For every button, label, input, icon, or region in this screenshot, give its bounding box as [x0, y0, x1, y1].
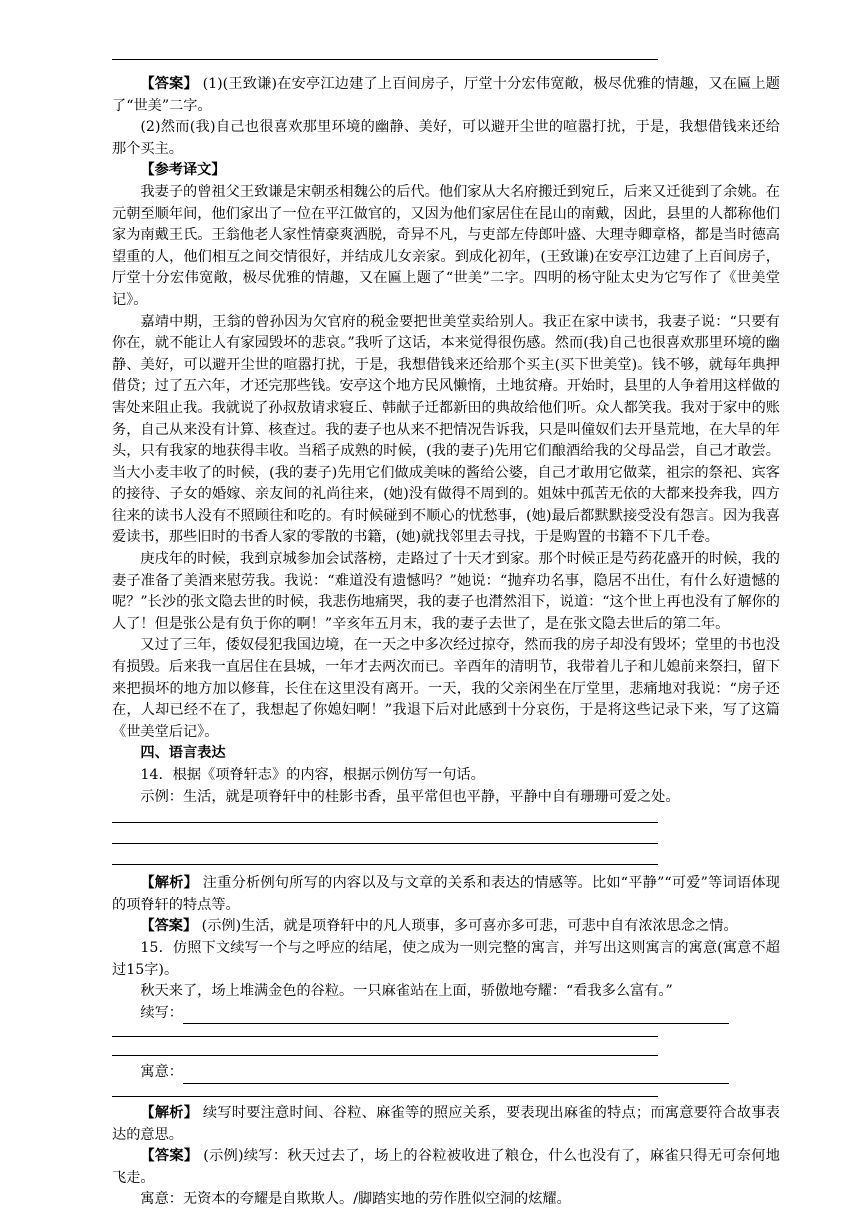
q15-answer — [112, 1146, 780, 1189]
q15-answer-line[interactable] — [112, 1096, 658, 1097]
translation-paragraph-1: 我妻子的曾祖父王致谦是宋朝丞相魏公的后代。他们家从大名府搬迁到宛丘，后来又迁徙到了余姚。在元朝至顺年间，他们家出了一位在平江做官的，又因为他们家居住在昆山的南戴，因此，县里的人都称他们家为南戴王氏。王翁他老人家性情豪爽洒脱，奇异不凡，与吏部左侍郎叶盛、大理寺卿章格，都是当时德高望重的人，他们相互之间交情很好，并结成儿女亲家。到成化初年，(王致谦)在安亭江边建了上百间房子，厅堂十分宏伟宽敞，极尽优雅的情趣，又在匾上题了“世美”二字。四明的杨守阯太史为它写作了《世美堂记》。 — [112, 183, 780, 308]
q15-analysis — [112, 1103, 780, 1146]
answer-text: (示例)生活，就是项脊轩中的凡人琐事，多可喜亦多可悲，可悲中自有浓浓思念之情。 — [201, 918, 738, 935]
moral-label: 寓意： — [140, 1064, 183, 1081]
q13-answer-1 — [112, 74, 780, 117]
answer-tag: 【答案】 — [140, 918, 198, 935]
q14-example: 示例：生活，就是项脊轩中的桂影书香，虽平常但也平静，平静中自有珊珊可爱之处。 — [140, 788, 680, 805]
q14-answer — [112, 916, 780, 938]
answer-text: (示例)续写：秋天过去了，场上的谷粒被收进了粮仓，什么也没有了，麻雀只得无可奈何地飞走。 — [112, 1148, 780, 1186]
section-heading: 四、语言表达 — [140, 745, 226, 762]
translation-paragraph-4: 又过了三年，倭奴侵犯我国边境，在一天之中多次经过掠夺，然而我的房子却没有毁坏；堂里的书也没有损毁。后来我一直居住在县城，一年才去两次而已。辛酉年的清明节，我带着儿子和儿媳前来祭扫，留下来把损坏的地方加以修葺，长住在这里没有离开。一天，我的父亲闲坐在厅堂里，悲痛地对我说：“房子还在，人却已经不在了，我想起了你媳妇啊！”我退下后对此感到十分哀伤，于是将这些记录下来，写了这篇《世美堂后记》。 — [112, 637, 780, 740]
translation-paragraph-2: 嘉靖中期，王翁的曾孙因为欠官府的税金要把世美堂卖给别人。我正在家中读书，我妻子说：“只要有你在，就不能让人有家园毁坏的悲哀。”我听了这话，本来觉得很伤感。然而(我)自己也很喜欢那里环境的幽静、美好，可以避开尘世的喧嚣打扰，于是，我想借钱来还给那个买主(买下世美堂)。钱不够，就每年典押借贷；过了五六年，才还完那些钱。安亭这个地方民风懒惰，土地贫瘠。开始时，县里的人争着用这样做的害处来阻止我。我就说了孙叔敖请求寝丘、韩献子迁都新田的典故给他们听。众人都笑我。我对于家中的账务，自己从来没有计算、核查过。我的妻子也从来不把情况告诉我，只是叫僮奴们去开垦荒地，在大旱的年头，只有我家的地获得丰收。当稻子成熟的时候，(我的妻子)先用它们酿酒给我的父母品尝，自己才敢尝。当大小麦丰收了的时候，(我的妻子)先用它们做成美味的酱给公婆，自己才敢用它做菜，祖宗的祭祀、宾客的接待、子女的婚嫁、亲友间的礼尚往来，(她)没有做得不周到的。姐妹中孤苦无依的大都来投奔我，四方往来的读书人没有不照顾往和吃的。有时候碰到不顺心的忧愁事，(她)最后都默默接受没有怨言。因为我喜爱读书，那些旧时的书香人家的零散的书籍，(她)就找邻里去寻找，于是购置的书籍不下几千卷。 — [112, 313, 780, 546]
q15-moral-answer: 寓意：无资本的夸耀是自欺欺人。/脚踏实地的劳作胜似空洞的炫耀。 — [140, 1191, 571, 1208]
answer-line — [112, 59, 658, 60]
q15-answer-line[interactable] — [112, 1055, 658, 1056]
answer-text: (1)(王致谦)在安亭江边建了上百间房子，厅堂十分宏伟宽敞，极尽优雅的情趣，又在匾上题了“世美”二字。 — [112, 76, 780, 114]
document-page — [112, 42, 780, 1211]
reference-translation-tag: 【参考译文】 — [140, 162, 226, 179]
q14-prompt: 14．根据《项脊轩志》的内容，根据示例仿写一句话。 — [140, 767, 485, 783]
q14-answer-line[interactable] — [112, 864, 658, 865]
q14-answer-line[interactable] — [112, 843, 658, 844]
answer-tag: 【答案】 — [140, 76, 198, 92]
q14-answer-line[interactable] — [112, 822, 658, 823]
translation-paragraph-3: 庚戌年的时候，我到京城参加会试落榜，走路过了十天才到家。那个时候正是芍药花盛开的时候，我的妻子准备了美酒来慰劳我。我说：“难道没有遗憾吗？”她说：“抛弃功名事，隐居不出仕，有什么好遗憾的呢？”长沙的张文隐去世的时候，我悲伤地痛哭，我的妻子也潸然泪下，说道：“这个世上再也没有了解你的人了！但是张公是有负于你的啊！”辛亥年五月末，我的妻子去世了，是在张文隐去世后的第二年。 — [112, 551, 780, 632]
q15-continue-row — [112, 1003, 780, 1025]
analysis-tag: 【解析】 — [140, 1104, 199, 1121]
q15-answer-line[interactable] — [112, 1036, 658, 1037]
analysis-text: 续写时要注意时间、谷粒、麻雀等的照应关系，要表现出麻雀的特点；而寓意要符合故事表达的意思。 — [112, 1104, 780, 1143]
continue-blank[interactable] — [183, 1008, 729, 1024]
analysis-tag: 【解析】 — [140, 875, 199, 892]
moral-blank[interactable] — [183, 1068, 729, 1084]
answer-tag: 【答案】 — [140, 1148, 199, 1165]
analysis-text: 注重分析例句所写的内容以及与文章的关系和表达的情感等。比如“平静”“可爱”等词语体现的项脊轩的特点等。 — [112, 875, 780, 913]
q15-prompt: 15．仿照下文续写一个与之呼应的结尾，使之成为一则完整的寓言，并写出这则寓言的寓意(寓意不超过15字)。 — [112, 939, 780, 978]
continue-label: 续写： — [140, 1004, 183, 1021]
q13-answer-2: (2)然而(我)自己也很喜欢那里环境的幽静、美好，可以避开尘世的喧嚣打扰，于是，我想借钱来还给那个买主。 — [112, 119, 780, 157]
q15-story: 秋天来了，场上堆满金色的谷粒。一只麻雀站在上面，骄傲地夸耀：“看我多么富有。” — [140, 983, 673, 1000]
q14-analysis — [112, 873, 780, 916]
q15-moral-row — [112, 1062, 780, 1084]
